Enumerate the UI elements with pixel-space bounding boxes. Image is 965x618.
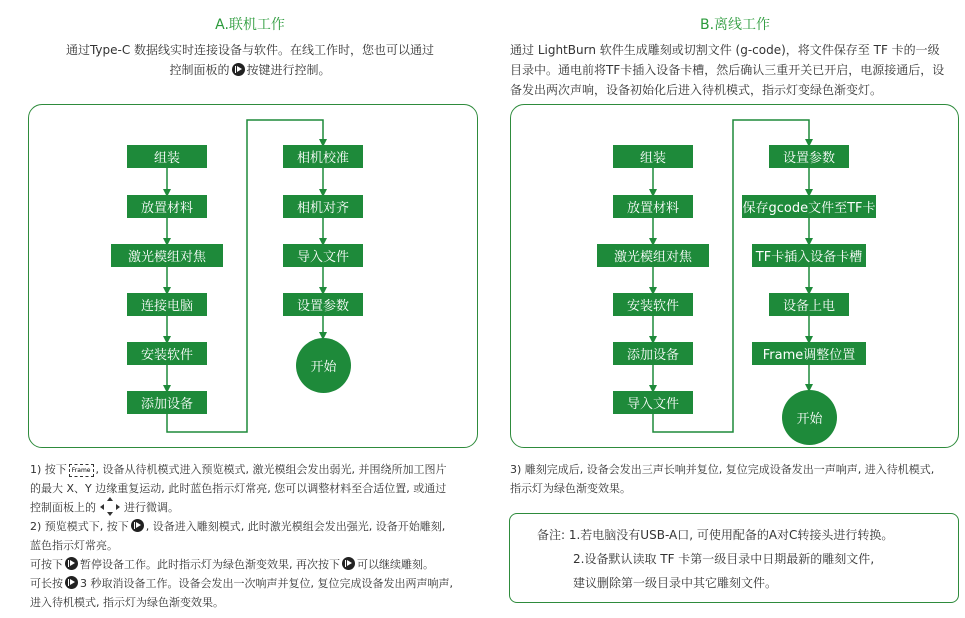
flow-b-step-7: 设置参数 bbox=[769, 145, 849, 168]
section-b-desc-line1: 通过 LightBurn 软件生成雕刻或切割文件 (g-code)，将文件保存至 TF 卡的一级 bbox=[510, 43, 940, 57]
notes-a-line4: 2) 预览模式下, 按下 , 设备进入雕刻模式, 此时激光模组会发出强光, 设备开始雕刻, bbox=[30, 520, 446, 533]
flow-b-step-10: 设备上电 bbox=[769, 293, 849, 316]
flow-a-step-2: 放置材料 bbox=[127, 195, 207, 218]
remark-line1: 备注: 1.若电脑没有USB-A口, 可使用配备的A对C转接头进行转换。 bbox=[537, 528, 894, 542]
section-b-desc-line3: 备发出两次声响，设备初始化后进入待机模式，指示灯变绿色渐变灯。 bbox=[510, 83, 883, 97]
notes-offline bbox=[510, 460, 965, 498]
flow-a-step-3: 激光模组对焦 bbox=[111, 244, 223, 267]
direction-pad-icon bbox=[99, 500, 121, 513]
flow-b-start-circle: 开始 bbox=[782, 390, 837, 445]
notes-a-line1: 1) 按下 Frame , 设备从待机模式进入预览模式, 激光模组会发出弱光, 并围绕所加工图片 bbox=[30, 463, 447, 476]
section-b-title: B.离线工作 bbox=[699, 17, 771, 33]
flow-a-step-6: 添加设备 bbox=[127, 391, 207, 414]
notes-a-line8: 进入待机模式, 指示灯为绿色渐变效果。 bbox=[30, 596, 224, 609]
notes-a-line7: 可长按 3 秒取消设备工作。设备会发出一次响声并复位, 复位完成设备发出两声响声, bbox=[30, 577, 453, 590]
section-a-title: A.联机工作 bbox=[215, 17, 285, 33]
flow-a-step-10: 设置参数 bbox=[283, 293, 363, 316]
notes-a-line3: 控制面板上的 进行微调。 bbox=[30, 498, 500, 517]
section-a-desc-line2: 控制面板的 按键进行控制。 bbox=[169, 63, 331, 77]
play-pause-icon bbox=[131, 519, 144, 532]
flow-b-step-1: 组装 bbox=[613, 145, 693, 168]
flow-a-step-9: 导入文件 bbox=[283, 244, 363, 267]
notes-a-line2: 的最大 X、Y 边缘重复运动, 此时蓝色指示灯常亮, 您可以调整材料至合适位置, 或通过 bbox=[30, 482, 447, 495]
frame-button-icon: Frame bbox=[69, 464, 94, 477]
flow-a-step-5: 安装软件 bbox=[127, 342, 207, 365]
flow-b-step-4: 安装软件 bbox=[613, 293, 693, 316]
flow-a-start-circle: 开始 bbox=[296, 338, 351, 393]
flow-b-step-11: Frame调整位置 bbox=[752, 342, 866, 365]
play-pause-icon bbox=[342, 557, 355, 570]
remark-line2: 2.设备默认读取 TF 卡第一级目录中日期最新的雕刻文件, bbox=[573, 552, 875, 566]
notes-b-line1: 3) 雕刻完成后, 设备会发出三声长响并复位, 复位完成设备发出一声响声, 进入待机模式, bbox=[510, 463, 935, 476]
flow-b-step-9: TF卡插入设备卡槽 bbox=[752, 244, 866, 267]
flow-b-step-2: 放置材料 bbox=[613, 195, 693, 218]
remark-line3: 建议删除第一级目录中其它雕刻文件。 bbox=[573, 576, 778, 590]
flow-b-step-6: 导入文件 bbox=[613, 391, 693, 414]
flow-b-step-3: 激光模组对焦 bbox=[597, 244, 709, 267]
notes-a-line5: 蓝色指示灯常亮。 bbox=[30, 539, 118, 552]
section-b-desc-line2: 目录中。通电前将TF卡插入设备卡槽，然后确认三重开关已开启，电源接通后，设 bbox=[510, 63, 945, 77]
play-pause-icon bbox=[65, 557, 78, 570]
notes-a-line6: 可按下 暂停设备工作。此时指示灯为绿色渐变效果, 再次按下 可以继续雕刻。 bbox=[30, 558, 434, 571]
flow-a-step-1: 组装 bbox=[127, 145, 207, 168]
remark-box bbox=[509, 513, 959, 603]
play-pause-icon bbox=[65, 576, 78, 589]
flow-b-step-8: 保存gcode文件至TF卡 bbox=[742, 195, 876, 218]
flow-a-step-7: 相机校准 bbox=[283, 145, 363, 168]
notes-b-line2: 指示灯为绿色渐变效果。 bbox=[510, 482, 631, 495]
flow-b-step-5: 添加设备 bbox=[613, 342, 693, 365]
section-a-desc-line1: 通过Type-C 数据线实时连接设备与软件。在线工作时，您也可以通过 bbox=[65, 43, 435, 57]
flow-a-step-8: 相机对齐 bbox=[283, 195, 363, 218]
flow-a-step-4: 连接电脑 bbox=[127, 293, 207, 316]
notes-online bbox=[30, 460, 500, 612]
